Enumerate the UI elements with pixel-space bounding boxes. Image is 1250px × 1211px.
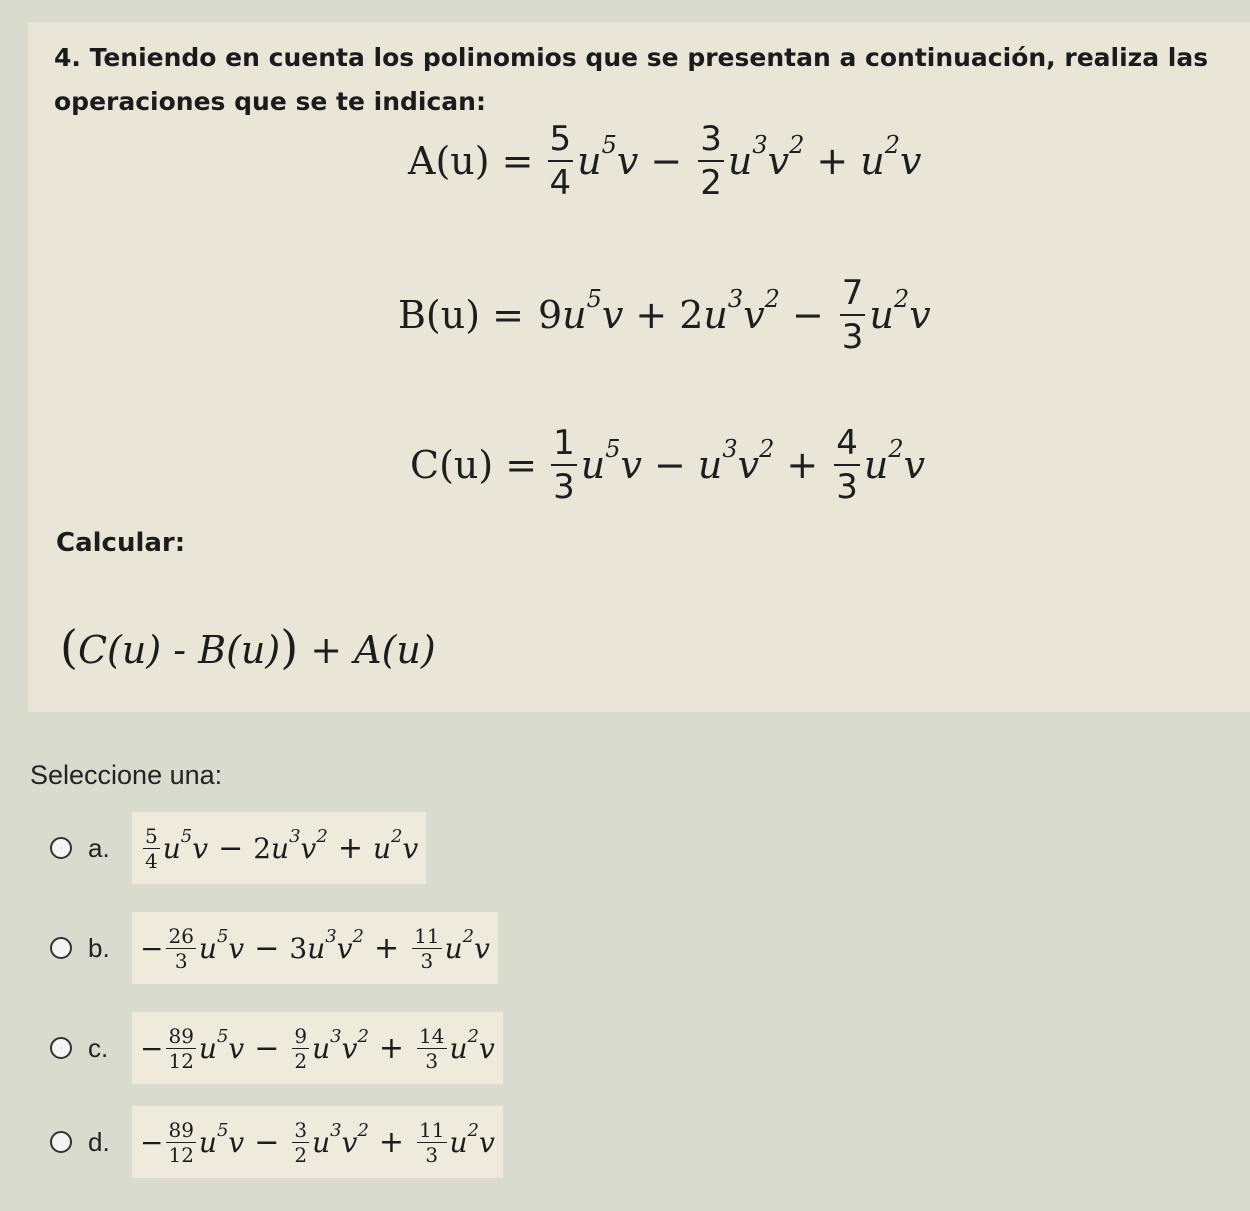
option-c[interactable]	[50, 1012, 503, 1084]
poly-c-coef-3: $\frac{4}{3}$	[836, 423, 858, 507]
question-title: 4. Teniendo en cuenta los polinomios que se presentan a continuación, realiza las operaciones que se te indican:	[54, 43, 1209, 116]
select-prompt: Seleccione una:	[30, 760, 223, 790]
option-b-coef-3: $\frac{11}{3}$	[414, 923, 440, 973]
option-d-coef-2: $\frac{3}{2}$	[294, 1117, 308, 1167]
poly-c-lhs: C(u) =	[410, 443, 538, 487]
option-c-coef-3: $\frac{14}{3}$	[419, 1023, 445, 1073]
option-a-formula[interactable]: $\frac{5}{4}$ u 5 v − 2 u 3 v 2 + u 2 v	[132, 812, 426, 884]
poly-a-lhs: A(u) =	[408, 139, 534, 183]
option-a-coef-1: $\frac{5}{4}$	[145, 823, 158, 873]
calc-label: Calcular:	[56, 528, 186, 558]
option-a-letter: a.	[88, 832, 110, 863]
poly-a-coef-2: $\frac{3}{2}$	[700, 119, 722, 203]
option-d-formula[interactable]: − $\frac{89}{12}$ u 5 v − $\frac{3}{2}$ u 3 v 2 + $\frac{11}{3}$ u 2 v	[132, 1106, 503, 1178]
option-c-coef-1: $\frac{89}{12}$	[168, 1023, 194, 1073]
option-d-letter: d.	[88, 1126, 110, 1157]
target-expression: (C(u) - B(u)) + A(u)	[60, 620, 436, 674]
radio-b[interactable]	[50, 937, 72, 959]
option-b-coef-1: $\frac{26}{3}$	[168, 923, 194, 973]
poly-c-coef-1: $\frac{1}{3}$	[553, 423, 575, 507]
option-b-letter: b.	[88, 932, 110, 963]
poly-a-coef-1: $\frac{5}{4}$	[549, 119, 572, 203]
radio-a[interactable]	[50, 837, 72, 859]
option-b-formula[interactable]: − $\frac{26}{3}$ u 5 v − 3 u 3 v 2 + $\frac{11}{3}$ u 2 v	[132, 912, 498, 984]
option-d-coef-3: $\frac{11}{3}$	[419, 1117, 445, 1167]
option-b[interactable]	[50, 912, 498, 984]
radio-c[interactable]	[50, 1037, 72, 1059]
option-a[interactable]	[50, 812, 426, 884]
option-d-coef-1: $\frac{89}{12}$	[168, 1117, 194, 1167]
polynomial-a: A(u) = $\frac{5}{4}$ u 5 v − $\frac{3}{2}$ u 3 v 2 + u 2 v	[408, 119, 922, 203]
polynomial-b: B(u) = 9 u 5 v + 2 u 3 v 2 − $\frac{7}{3}$ u 2 v	[398, 273, 931, 357]
option-c-letter: c.	[88, 1032, 109, 1063]
option-c-formula[interactable]: − $\frac{89}{12}$ u 5 v − $\frac{9}{2}$ u 3 v 2 + $\frac{14}{3}$ u 2 v	[132, 1012, 503, 1084]
radio-d[interactable]	[50, 1131, 72, 1153]
poly-b-coef-3: $\frac{7}{3}$	[841, 273, 864, 357]
option-d[interactable]	[50, 1106, 503, 1178]
polynomial-c: C(u) = $\frac{1}{3}$ u 5 v − u 3 v 2 + $\frac{4}{3}$ u 2 v	[410, 423, 926, 507]
poly-b-lhs: B(u) =	[398, 293, 524, 337]
option-c-coef-2: $\frac{9}{2}$	[294, 1023, 308, 1073]
